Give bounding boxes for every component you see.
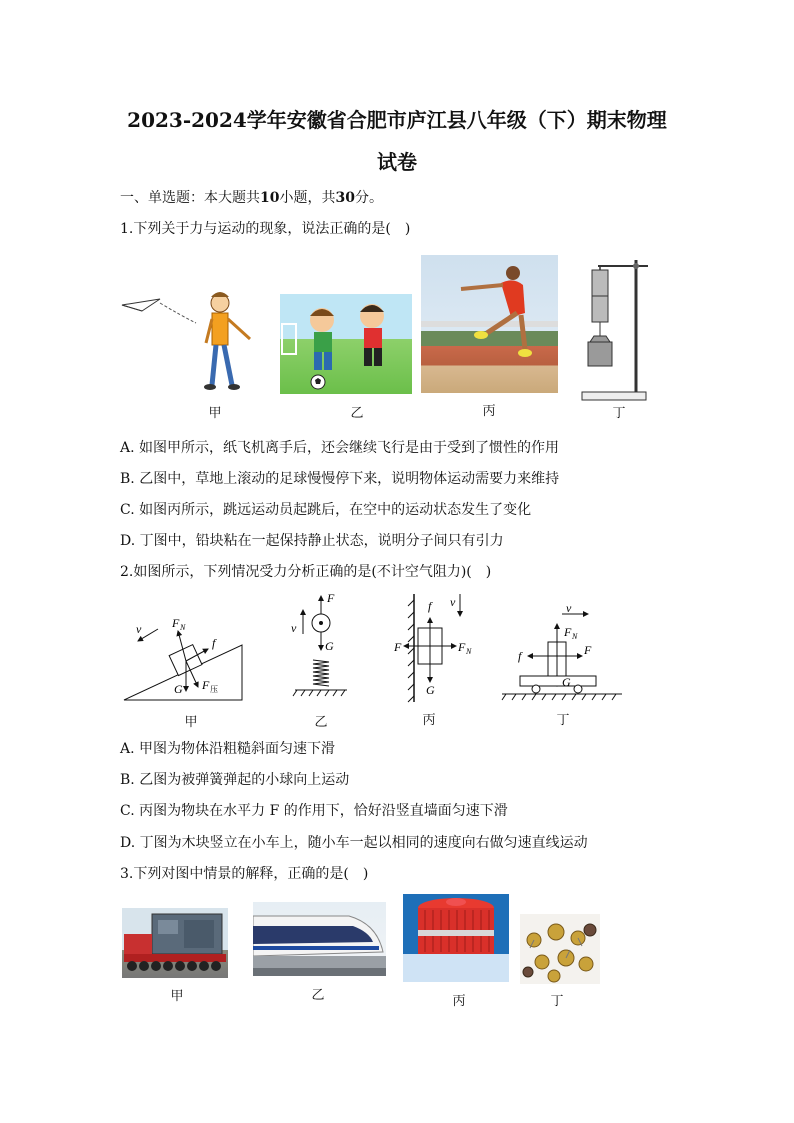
q2-bing-v-label: v <box>450 595 456 609</box>
q1-caption-jia: 甲 <box>208 406 222 421</box>
q2-figure-yi <box>285 590 355 705</box>
q2-jia-f-label: f <box>212 636 216 650</box>
q1-figure-yi <box>280 294 412 394</box>
q2-figure-ding <box>500 600 625 705</box>
q1-option-c[interactable]: C. 如图丙所示，跳远运动员起跳后，在空中的运动状态发生了变化 <box>120 502 532 518</box>
q2-ding-fn-label: F <box>564 625 572 639</box>
q3-figure-ding <box>520 914 600 984</box>
q2-caption-bing: 丙 <box>422 713 436 728</box>
q3-stem: 3.下列对图中情景的解释，正确的是( ) <box>120 866 369 882</box>
q2-figure-bing <box>390 590 480 705</box>
section-score: 30 <box>335 190 355 206</box>
q2-option-b[interactable]: B. 乙图为被弹簧弹起的小球向上运动 <box>120 772 350 788</box>
q1-figure-jia <box>120 285 260 395</box>
q2-jia-fya-sub: 压 <box>210 685 218 694</box>
q2-ding-fn-sub: N <box>572 632 578 641</box>
page-title-continued: 试卷 <box>377 150 417 174</box>
q2-yi-f-label: F <box>327 591 335 605</box>
q2-bing-f-label: f <box>428 599 432 613</box>
q2-jia-fya-label: F <box>202 678 210 692</box>
section-mid: 小题，共 <box>279 190 336 206</box>
q1-option-d[interactable]: D. 丁图中，铅块粘在一起保持静止状态，说明分子间只有引力 <box>120 533 504 549</box>
section-count: 10 <box>260 190 280 206</box>
section-suffix: 分。 <box>354 190 383 206</box>
section-prefix: 一、单选题：本大题共 <box>120 190 260 206</box>
q2-figure-jia <box>120 605 250 705</box>
q3-caption-ding: 丁 <box>550 994 564 1009</box>
q1-stem: 1.下列关于力与运动的现象，说法正确的是( ) <box>120 221 411 237</box>
q2-bing-fn-label: F <box>458 640 466 654</box>
page-title: 2023-2024学年安徽省合肥市庐江县八年级（下）期末物理 <box>127 108 667 132</box>
q1-figure-ding <box>578 254 653 404</box>
q2-ding-g-label: G <box>562 675 571 689</box>
q2-caption-jia: 甲 <box>184 715 198 730</box>
q3-figure-bing <box>403 894 509 982</box>
q2-bing-g-label: G <box>426 683 435 697</box>
section-heading <box>120 187 383 207</box>
q2-yi-v-label: v <box>291 621 297 635</box>
q3-caption-bing: 丙 <box>452 994 466 1009</box>
q2-caption-yi: 乙 <box>314 715 328 730</box>
q1-caption-yi: 乙 <box>350 406 364 421</box>
q2-yi-g-label: G <box>325 639 334 653</box>
q1-caption-ding: 丁 <box>612 406 626 421</box>
q1-option-a[interactable]: A. 如图甲所示，纸飞机离手后，还会继续飞行是由于受到了惯性的作用 <box>120 440 560 456</box>
q2-ding-F-label: F <box>584 643 592 657</box>
q3-caption-yi: 乙 <box>311 988 325 1003</box>
q2-jia-g-label: G <box>174 682 183 696</box>
q3-figure-jia <box>122 908 228 978</box>
q2-bing-fn-sub: N <box>466 647 472 656</box>
q2-caption-ding: 丁 <box>556 713 570 728</box>
q1-caption-bing: 丙 <box>482 404 496 419</box>
q1-option-b[interactable]: B. 乙图中，草地上滚动的足球慢慢停下来，说明物体运动需要力来维持 <box>120 471 560 487</box>
q2-ding-f-label: f <box>518 649 522 663</box>
q2-option-c[interactable]: C. 丙图为物块在水平力 F 的作用下，恰好沿竖直墙面匀速下滑 <box>120 803 508 819</box>
q2-bing-F-label: F <box>394 640 402 654</box>
q2-ding-v-label: v <box>566 601 572 615</box>
q2-option-a[interactable]: A. 甲图为物体沿粗糙斜面匀速下滑 <box>120 741 336 757</box>
q3-figure-yi <box>253 902 386 976</box>
q2-option-d[interactable]: D. 丁图为木块竖立在小车上，随小车一起以相同的速度向右做匀速直线运动 <box>120 835 588 851</box>
q2-jia-v-label: v <box>136 622 142 636</box>
q2-stem: 2.如图所示，下列情况受力分析正确的是(不计空气阻力)( ) <box>120 564 492 580</box>
q2-jia-fn-sub: N <box>180 623 186 632</box>
q1-figure-bing <box>421 255 558 393</box>
q2-jia-fn-label: F <box>172 616 180 630</box>
q3-caption-jia: 甲 <box>170 989 184 1004</box>
